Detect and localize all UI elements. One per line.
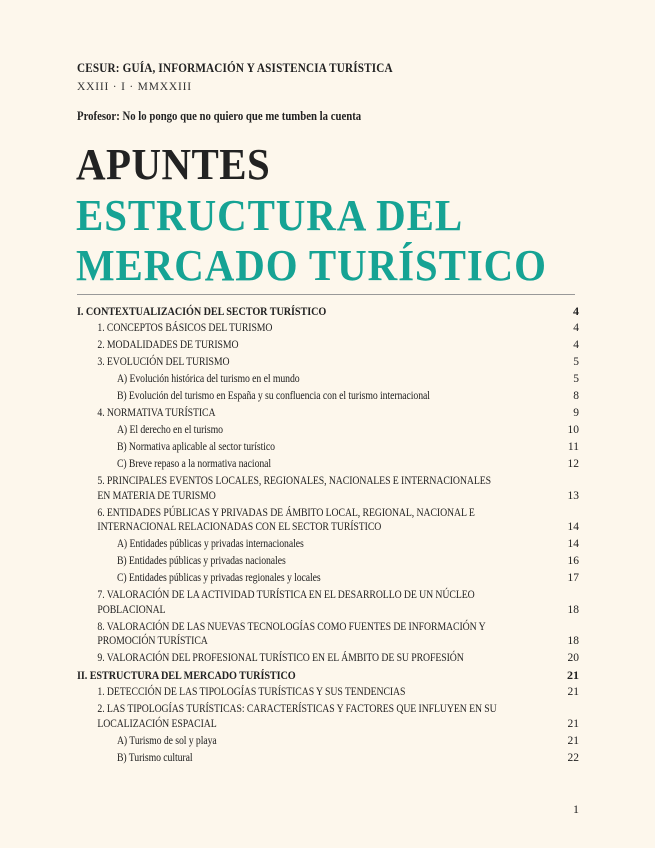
toc-entry[interactable] xyxy=(77,506,579,535)
toc-entry-title: II. ESTRUCTURA DEL MERCADO TURÍSTICO xyxy=(77,668,296,682)
toc-entry-title: B) Turismo cultural xyxy=(116,751,193,764)
toc-entry-title: 7. VALORACIÓN DE LA ACTIVIDAD TURÍSTICA EN EL DESARROLLO DE UN NÚCLEO POBLACIONAL xyxy=(97,589,475,616)
toc-entry[interactable] xyxy=(77,355,579,370)
toc-entry-title: 2. MODALIDADES DE TURISMO xyxy=(97,339,239,351)
toc-entry-title: 8. VALORACIÓN DE LAS NUEVAS TECNOLOGÍAS COMO FUENTES DE INFORMACIÓN Y PROMOCIÓN TURÍSTICA xyxy=(97,620,486,647)
toc-entry-title: 6. ENTIDADES PÚBLICAS Y PRIVADAS DE ÁMBITO LOCAL, REGIONAL, NACIONAL E INTERNACIONAL RELACIONADAS CON EL SECTOR TURÍSTICO xyxy=(97,506,475,533)
toc-entry-page: 4 xyxy=(573,339,579,351)
toc-entry[interactable] xyxy=(77,751,579,766)
toc-entry[interactable] xyxy=(77,588,579,617)
toc-entry-page: 4 xyxy=(573,322,579,334)
toc-entry-page: 21 xyxy=(567,734,579,747)
toc-entry[interactable] xyxy=(77,372,579,387)
toc-entry-page: 22 xyxy=(567,751,579,764)
toc-entry[interactable] xyxy=(77,702,579,731)
toc-entry[interactable] xyxy=(77,440,579,455)
document-date: XXIII · I · MMXXIII xyxy=(77,81,192,93)
toc-entry-page: 10 xyxy=(567,424,579,436)
toc-entry-title: A) Turismo de sol y playa xyxy=(116,734,217,747)
toc-entry-page: 21 xyxy=(567,717,579,730)
toc-entry[interactable] xyxy=(77,457,579,472)
toc-entry-title: 3. EVOLUCIÓN DEL TURISMO xyxy=(97,356,230,368)
toc-entry-title: B) Entidades públicas y privadas nacionales xyxy=(116,555,286,567)
toc-entry[interactable] xyxy=(77,321,579,336)
toc-entry-page: 18 xyxy=(567,603,579,616)
professor-line: Profesor: No lo pongo que no quiero que me tumben la cuenta xyxy=(77,109,362,123)
toc-entry[interactable] xyxy=(77,685,579,700)
toc-entry-page: 4 xyxy=(573,304,579,318)
toc-entry[interactable] xyxy=(77,423,579,438)
toc-entry[interactable] xyxy=(77,389,579,404)
toc-entry[interactable] xyxy=(77,668,579,683)
toc-entry[interactable] xyxy=(77,338,579,353)
toc-entry-title: A) Entidades públicas y privadas internacionales xyxy=(116,538,304,550)
table-of-contents xyxy=(77,304,579,768)
toc-entry[interactable] xyxy=(77,537,579,552)
toc-entry[interactable] xyxy=(77,734,579,749)
toc-entry-title: B) Evolución del turismo en España y su confluencia con el turismo internacional xyxy=(116,390,430,402)
toc-entry-page: 9 xyxy=(573,407,579,419)
toc-entry-title: A) Evolución histórica del turismo en el mundo xyxy=(116,373,300,385)
divider xyxy=(77,294,575,295)
toc-entry-title: I. CONTEXTUALIZACIÓN DEL SECTOR TURÍSTICO xyxy=(77,304,327,318)
toc-entry-page: 17 xyxy=(567,572,579,584)
toc-entry-page: 21 xyxy=(567,668,579,682)
toc-entry[interactable] xyxy=(77,651,579,666)
toc-entry[interactable] xyxy=(77,406,579,421)
toc-entry-page: 14 xyxy=(567,538,579,550)
page-number: 1 xyxy=(573,802,579,816)
toc-entry-page: 16 xyxy=(567,555,579,567)
toc-entry-title: 1. CONCEPTOS BÁSICOS DEL TURISMO xyxy=(97,322,273,334)
toc-entry-title: C) Entidades públicas y privadas regionales y locales xyxy=(116,572,321,584)
toc-entry-title: 4. NORMATIVA TURÍSTICA xyxy=(97,407,216,419)
toc-entry-page: 8 xyxy=(573,390,579,402)
toc-entry[interactable] xyxy=(77,554,579,569)
course-name: CESUR: GUÍA, INFORMACIÓN Y ASISTENCIA TURÍSTICA xyxy=(77,60,393,75)
toc-entry-page: 5 xyxy=(573,356,579,368)
toc-entry-page: 18 xyxy=(567,635,579,647)
toc-entry-title: 1. DETECCIÓN DE LAS TIPOLOGÍAS TURÍSTICAS Y SUS TENDENCIAS xyxy=(97,686,406,698)
toc-entry-page: 5 xyxy=(573,373,579,385)
toc-entry-title: 5. PRINCIPALES EVENTOS LOCALES, REGIONALES, NACIONALES E INTERNACIONALES EN MATERIA DE TURISMO xyxy=(97,475,491,502)
toc-entry-page: 12 xyxy=(567,458,579,470)
toc-entry-page: 11 xyxy=(567,441,579,453)
toc-entry-title: C) Breve repaso a la normativa nacional xyxy=(116,458,272,470)
toc-entry-page: 13 xyxy=(567,489,579,502)
toc-entry[interactable] xyxy=(77,571,579,586)
toc-entry-title: B) Normativa aplicable al sector turístico xyxy=(116,441,275,453)
toc-entry-title: 2. LAS TIPOLOGÍAS TURÍSTICAS: CARACTERÍSTICAS Y FACTORES QUE INFLUYEN EN SU LOCALIZACIÓN ESPACIAL xyxy=(97,703,497,730)
toc-entry[interactable] xyxy=(77,620,579,649)
document-subtitle: ESTRUCTURA DEL MERCADO TURÍSTICO xyxy=(76,191,547,290)
toc-entry[interactable] xyxy=(77,474,579,503)
toc-entry-page: 21 xyxy=(567,686,579,698)
toc-entry-title: A) El derecho en el turismo xyxy=(116,424,223,436)
document-title: APUNTES xyxy=(76,140,271,189)
toc-entry[interactable] xyxy=(77,304,579,319)
toc-entry-page: 20 xyxy=(567,652,579,664)
toc-entry-title: 9. VALORACIÓN DEL PROFESIONAL TURÍSTICO EN EL ÁMBITO DE SU PROFESIÓN xyxy=(97,652,464,664)
toc-entry-page: 14 xyxy=(567,521,579,533)
